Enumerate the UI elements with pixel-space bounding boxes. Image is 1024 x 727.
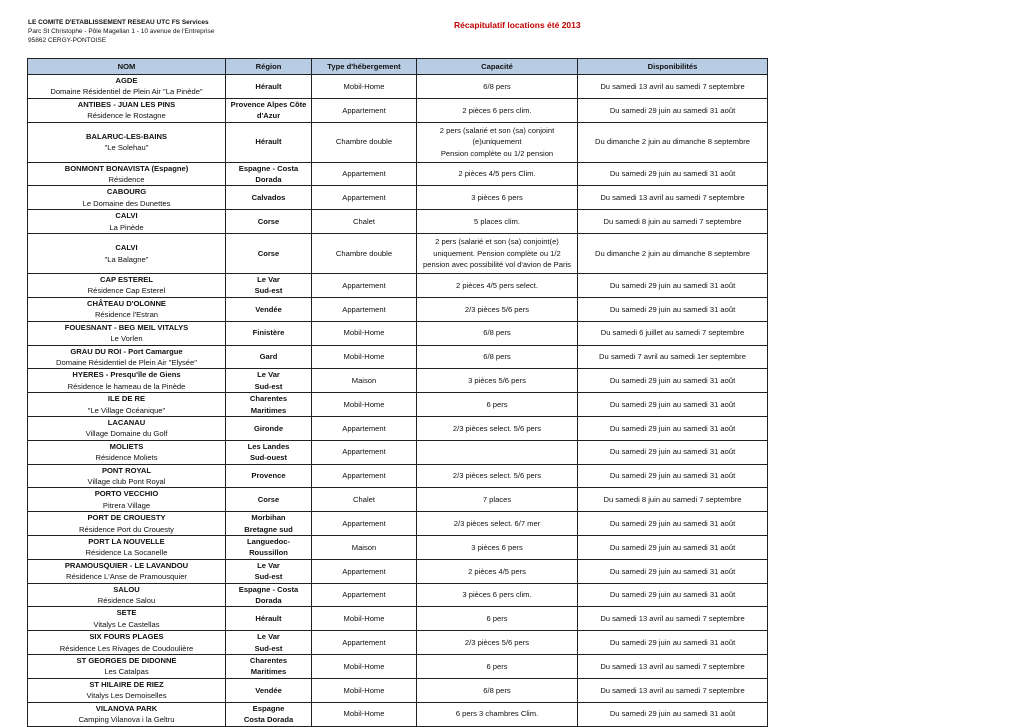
cell-name xyxy=(28,345,226,369)
cell-region xyxy=(226,122,312,162)
property-subtitle: "Le Village Océanique" xyxy=(87,405,166,415)
region-line: Provence xyxy=(251,471,286,481)
property-name: PORT DE CROUESTY xyxy=(87,513,166,523)
cell-capacity xyxy=(417,607,578,631)
region-line: Provence Alpes Côte xyxy=(230,99,307,109)
property-name: PORTO VECCHIO xyxy=(94,489,159,499)
cell-availability: Du samedi 29 juin au samedi 31 août xyxy=(578,297,768,321)
cell-availability: Du samedi 13 avril au samedi 7 septembre xyxy=(578,186,768,210)
region-line: Espagne - Costa xyxy=(238,163,299,173)
cell-type: Mobil-Home xyxy=(312,321,417,345)
table-row xyxy=(28,583,768,607)
region-line: Sud-est xyxy=(254,381,283,391)
cell-name xyxy=(28,464,226,488)
cell-region xyxy=(226,607,312,631)
cell-type: Mobil-Home xyxy=(312,75,417,99)
cell-type: Mobil-Home xyxy=(312,393,417,417)
table-row xyxy=(28,369,768,393)
cell-region xyxy=(226,345,312,369)
region-line: Gironde xyxy=(253,423,284,433)
cell-capacity xyxy=(417,559,578,583)
capacity-line: 2/3 pièces select. 6/7 mer xyxy=(453,518,541,528)
cell-name xyxy=(28,369,226,393)
table-row xyxy=(28,274,768,298)
region-line: Sud-est xyxy=(254,572,283,582)
rentals-table xyxy=(27,58,768,727)
cell-name xyxy=(28,98,226,122)
region-line: Espagne - Costa xyxy=(238,584,299,594)
cell-type: Appartement xyxy=(312,162,417,186)
table-row xyxy=(28,186,768,210)
cell-type: Appartement xyxy=(312,274,417,298)
cell-type: Chalet xyxy=(312,488,417,512)
org-address-line1: Parc St Christophe - Pôle Magellan 1 - 10 avenue de l'Entreprise xyxy=(28,28,215,35)
capacity-line: 2 pers (salarié et son (sa) conjoint(e) xyxy=(435,237,559,247)
cell-availability: Du samedi 29 juin au samedi 31 août xyxy=(578,512,768,536)
cell-availability: Du samedi 8 juin au samedi 7 septembre xyxy=(578,488,768,512)
cell-name xyxy=(28,655,226,679)
cell-capacity xyxy=(417,274,578,298)
cell-name xyxy=(28,536,226,560)
property-subtitle: Village club Pont Royal xyxy=(87,476,166,486)
cell-capacity xyxy=(417,512,578,536)
property-subtitle: Résidence le Rostagne xyxy=(87,111,166,121)
region-line: Finistère xyxy=(252,328,285,338)
org-name: LE COMITE D'ETABLISSEMENT RESEAU UTC FS Services xyxy=(28,19,209,26)
property-subtitle: Résidence l'Estran xyxy=(94,310,159,320)
region-line: Corse xyxy=(257,216,280,226)
cell-region xyxy=(226,393,312,417)
capacity-line: 6 pers xyxy=(486,661,508,671)
capacity-line: (e)uniquement xyxy=(472,137,522,147)
region-line: Sud-est xyxy=(254,286,283,296)
column-header-capacity: Capacité xyxy=(417,59,578,75)
cell-capacity xyxy=(417,583,578,607)
column-header-nom: NOM xyxy=(28,59,226,75)
capacity-line: 2 pièces 4/5 pers select. xyxy=(456,280,538,290)
property-subtitle: Résidence La Socanelle xyxy=(85,548,168,558)
cell-availability: Du samedi 29 juin au samedi 31 août xyxy=(578,631,768,655)
table-row xyxy=(28,440,768,464)
cell-type: Mobil-Home xyxy=(312,655,417,679)
property-subtitle: Résidence L'Anse de Pramousquier xyxy=(66,572,187,582)
cell-availability: Du samedi 29 juin au samedi 31 août xyxy=(578,162,768,186)
property-subtitle: Résidence Les Rivages de Coudoulière xyxy=(59,643,194,653)
cell-capacity xyxy=(417,464,578,488)
table-row xyxy=(28,607,768,631)
cell-capacity xyxy=(417,162,578,186)
table-row xyxy=(28,631,768,655)
cell-region xyxy=(226,631,312,655)
capacity-line: 2/3 pièces select. 5/6 pers xyxy=(452,471,542,481)
property-name: HYERES - Presqu'île de Giens xyxy=(72,370,181,380)
capacity-line: 6 pers xyxy=(486,399,508,409)
cell-name xyxy=(28,274,226,298)
region-line: Hérault xyxy=(255,614,282,624)
cell-availability: Du samedi 13 avril au samedi 7 septembre xyxy=(578,75,768,99)
capacity-line: 6 pers 3 chambres Clim. xyxy=(455,709,539,719)
property-name: SALOU xyxy=(113,584,140,594)
cell-type: Chambre double xyxy=(312,234,417,274)
property-subtitle: Domaine Résidentiel de Plein Air "Elysée" xyxy=(56,357,197,367)
property-subtitle: "Le Solehau" xyxy=(104,143,149,153)
cell-name xyxy=(28,321,226,345)
capacity-line: 3 pièces 6 pers clim. xyxy=(462,590,532,600)
region-line: Sud-est xyxy=(254,643,283,653)
cell-capacity xyxy=(417,75,578,99)
property-subtitle: Résidence le hameau de la Pinède xyxy=(67,381,186,391)
property-name: SETE xyxy=(116,608,137,618)
cell-type: Mobil-Home xyxy=(312,678,417,702)
property-subtitle: Résidence xyxy=(108,175,145,185)
cell-capacity xyxy=(417,536,578,560)
org-address-line2: 95862 CERGY-PONTOISE xyxy=(28,37,107,44)
cell-type: Mobil-Home xyxy=(312,702,417,726)
property-subtitle: "La Balagne" xyxy=(104,254,149,264)
page-title: Récapitulatif locations été 2013 xyxy=(454,20,581,30)
capacity-line: 6/8 pers xyxy=(483,328,511,338)
cell-capacity xyxy=(417,234,578,274)
cell-region xyxy=(226,702,312,726)
cell-region xyxy=(226,488,312,512)
cell-availability: Du samedi 29 juin au samedi 31 août xyxy=(578,536,768,560)
capacity-line: 6/8 pers xyxy=(483,685,511,695)
cell-availability: Du samedi 29 juin au samedi 31 août xyxy=(578,369,768,393)
property-name: FOUESNANT - BEG MEIL VITALYS xyxy=(64,322,189,332)
cell-availability: Du dimanche 2 juin au dimanche 8 septembre xyxy=(578,122,768,162)
cell-availability: Du samedi 13 avril au samedi 7 septembre xyxy=(578,607,768,631)
cell-type: Chambre double xyxy=(312,122,417,162)
region-line: Corse xyxy=(257,495,280,505)
property-subtitle: Résidence Cap Esterel xyxy=(87,286,166,296)
cell-capacity xyxy=(417,702,578,726)
table-row xyxy=(28,416,768,440)
table-row xyxy=(28,122,768,162)
cell-capacity xyxy=(417,122,578,162)
region-line: Bretagne sud xyxy=(244,524,293,534)
cell-type: Appartement xyxy=(312,631,417,655)
table-row xyxy=(28,98,768,122)
capacity-line: Pension complète ou 1/2 pension xyxy=(440,148,554,158)
table-row xyxy=(28,234,768,274)
property-subtitle: Pitrera Village xyxy=(102,500,151,510)
region-line: Gard xyxy=(259,352,278,362)
capacity-line: 6 pers xyxy=(486,614,508,624)
cell-availability: Du samedi 13 avril au samedi 7 septembre xyxy=(578,655,768,679)
cell-name xyxy=(28,488,226,512)
cell-availability: Du samedi 7 avril au samedi 1er septembre xyxy=(578,345,768,369)
table-header-row xyxy=(28,59,768,75)
capacity-line: 2/3 pièces 5/6 pers xyxy=(464,304,530,314)
cell-availability: Du samedi 29 juin au samedi 31 août xyxy=(578,440,768,464)
property-name: ST HILAIRE DE RIEZ xyxy=(89,679,164,689)
region-line: Costa Dorada xyxy=(243,715,294,725)
region-line: Dorada xyxy=(255,175,282,185)
cell-type: Maison xyxy=(312,536,417,560)
table-row xyxy=(28,536,768,560)
property-name: MOLIETS xyxy=(109,441,144,451)
table-row xyxy=(28,655,768,679)
cell-region xyxy=(226,162,312,186)
capacity-line: 3 pièces 6 pers xyxy=(471,193,523,203)
cell-name xyxy=(28,186,226,210)
region-line: Vendée xyxy=(255,685,282,695)
property-name: BONMONT BONAVISTA (Espagne) xyxy=(64,163,189,173)
region-line: Charentes xyxy=(249,656,288,666)
region-line: d'Azur xyxy=(256,111,281,121)
cell-capacity xyxy=(417,186,578,210)
region-line: Corse xyxy=(257,248,280,258)
cell-capacity xyxy=(417,210,578,234)
region-line: Dorada xyxy=(255,596,282,606)
cell-region xyxy=(226,440,312,464)
cell-region xyxy=(226,75,312,99)
capacity-line: pension avec possibilité vol d'avion de Paris xyxy=(423,260,571,270)
capacity-line: 3 pièces 6 pers xyxy=(471,542,523,552)
capacity-line: 2/3 pièces select. 5/6 pers xyxy=(452,423,542,433)
property-name: GRAU DU ROI - Port Camargue xyxy=(70,346,183,356)
cell-name xyxy=(28,210,226,234)
cell-name xyxy=(28,559,226,583)
cell-region xyxy=(226,583,312,607)
property-name: CHÂTEAU D'OLONNE xyxy=(86,298,166,308)
cell-region xyxy=(226,512,312,536)
property-name: CAP ESTEREL xyxy=(99,275,154,285)
capacity-line: 3 pièces 5/6 pers xyxy=(468,376,526,386)
capacity-line: 7 places xyxy=(482,495,512,505)
property-subtitle: Vitalys Le Castellas xyxy=(93,619,160,629)
cell-name xyxy=(28,440,226,464)
cell-region xyxy=(226,655,312,679)
capacity-line: 2 pers (salarié et son (sa) conjoint xyxy=(439,126,555,136)
region-line: Morbihan xyxy=(251,513,286,523)
column-header-region: Région xyxy=(226,59,312,75)
column-header-type: Type d'hébergement xyxy=(312,59,417,75)
table-row xyxy=(28,75,768,99)
property-name: LACANAU xyxy=(107,417,146,427)
capacity-line: 2 pièces 6 pers clim. xyxy=(462,105,532,115)
region-line: Hérault xyxy=(255,137,282,147)
cell-capacity xyxy=(417,655,578,679)
cell-type: Maison xyxy=(312,369,417,393)
cell-capacity xyxy=(417,345,578,369)
cell-type: Appartement xyxy=(312,416,417,440)
cell-name xyxy=(28,583,226,607)
cell-name xyxy=(28,75,226,99)
cell-availability: Du samedi 29 juin au samedi 31 août xyxy=(578,702,768,726)
cell-availability: Du dimanche 2 juin au dimanche 8 septembre xyxy=(578,234,768,274)
property-subtitle: Camping Vilanova i la Geltru xyxy=(78,715,175,725)
property-subtitle: Résidence Moliets xyxy=(95,453,158,463)
cell-type: Mobil-Home xyxy=(312,607,417,631)
cell-type: Appartement xyxy=(312,186,417,210)
cell-capacity xyxy=(417,321,578,345)
property-name: ST GEORGES DE DIDONNE xyxy=(76,656,177,666)
cell-type: Chalet xyxy=(312,210,417,234)
cell-name xyxy=(28,393,226,417)
cell-capacity xyxy=(417,631,578,655)
property-name: PRAMOUSQUIER - LE LAVANDOU xyxy=(64,560,189,570)
cell-availability: Du samedi 29 juin au samedi 31 août xyxy=(578,559,768,583)
cell-region xyxy=(226,536,312,560)
cell-name xyxy=(28,607,226,631)
property-name: CALVI xyxy=(115,211,138,221)
cell-region xyxy=(226,559,312,583)
cell-availability: Du samedi 8 juin au samedi 7 septembre xyxy=(578,210,768,234)
table-row xyxy=(28,297,768,321)
region-line: Les Landes xyxy=(247,441,290,451)
cell-availability: Du samedi 13 avril au samedi 7 septembre xyxy=(578,678,768,702)
cell-capacity xyxy=(417,416,578,440)
property-name: BALARUC-LES-BAINS xyxy=(86,131,167,141)
capacity-line: 6/8 pers xyxy=(483,352,511,362)
table-row xyxy=(28,162,768,186)
capacity-line: 2/3 pièces 5/6 pers xyxy=(464,637,530,647)
table-row xyxy=(28,678,768,702)
cell-name xyxy=(28,678,226,702)
table-row xyxy=(28,321,768,345)
cell-name xyxy=(28,416,226,440)
table-row xyxy=(28,702,768,726)
cell-capacity xyxy=(417,98,578,122)
property-subtitle: Le Domaine des Dunettes xyxy=(82,198,171,208)
table-row xyxy=(28,488,768,512)
property-name: PORT LA NOUVELLE xyxy=(88,537,165,546)
cell-region xyxy=(226,98,312,122)
cell-capacity xyxy=(417,488,578,512)
region-line: Le Var xyxy=(257,275,280,285)
cell-region xyxy=(226,210,312,234)
region-line: Vendée xyxy=(255,304,282,314)
cell-capacity xyxy=(417,369,578,393)
column-header-availability: Disponibilités xyxy=(578,59,768,75)
cell-capacity xyxy=(417,440,578,464)
property-name: VILANOVA PARK xyxy=(95,703,158,713)
property-name: CABOURG xyxy=(106,187,147,197)
cell-capacity xyxy=(417,678,578,702)
property-name: ANTIBES - JUAN LES PINS xyxy=(77,99,176,109)
region-line: Le Var xyxy=(257,560,280,570)
property-name: CALVI xyxy=(115,243,138,253)
capacity-line: 2 pièces 4/5 pers xyxy=(468,566,526,576)
table-row xyxy=(28,512,768,536)
capacity-line: 6/8 pers xyxy=(483,81,511,91)
cell-type: Appartement xyxy=(312,583,417,607)
property-subtitle: Résidence Port du Crouesty xyxy=(79,524,174,534)
region-line: Le Var xyxy=(257,370,280,380)
region-line: Maritimes xyxy=(250,667,287,677)
cell-capacity xyxy=(417,393,578,417)
organization-header xyxy=(28,18,214,45)
property-subtitle: Domaine Résidentiel de Plein Air "La Pinède" xyxy=(50,87,203,97)
cell-type: Appartement xyxy=(312,464,417,488)
table-row xyxy=(28,345,768,369)
cell-capacity xyxy=(417,297,578,321)
cell-name xyxy=(28,631,226,655)
property-subtitle: Résidence Salou xyxy=(97,596,156,606)
cell-name xyxy=(28,297,226,321)
property-name: ILE DE RE xyxy=(107,394,146,404)
cell-availability: Du samedi 29 juin au samedi 31 août xyxy=(578,464,768,488)
cell-region xyxy=(226,416,312,440)
cell-availability: Du samedi 29 juin au samedi 31 août xyxy=(578,98,768,122)
region-line: Languedoc-Roussillon xyxy=(246,537,291,558)
table-row xyxy=(28,210,768,234)
region-line: Hérault xyxy=(255,81,282,91)
cell-region xyxy=(226,464,312,488)
cell-region xyxy=(226,369,312,393)
cell-name xyxy=(28,162,226,186)
property-name: AGDE xyxy=(115,76,138,85)
cell-type: Appartement xyxy=(312,297,417,321)
cell-region xyxy=(226,186,312,210)
cell-availability: Du samedi 6 juillet au samedi 7 septembre xyxy=(578,321,768,345)
property-subtitle: Les Catalpas xyxy=(104,667,149,677)
table-row xyxy=(28,464,768,488)
property-subtitle: La Pinède xyxy=(109,222,144,232)
cell-region xyxy=(226,274,312,298)
region-line: Maritimes xyxy=(250,405,287,415)
cell-name xyxy=(28,234,226,274)
capacity-line: uniquement. Pension complète ou 1/2 xyxy=(433,248,561,258)
cell-availability: Du samedi 29 juin au samedi 31 août xyxy=(578,583,768,607)
cell-region xyxy=(226,234,312,274)
table-row xyxy=(28,393,768,417)
region-line: Charentes xyxy=(249,394,288,404)
property-subtitle: Vitalys Les Demoiselles xyxy=(86,691,167,701)
cell-type: Appartement xyxy=(312,559,417,583)
cell-availability: Du samedi 29 juin au samedi 31 août xyxy=(578,274,768,298)
region-line: Calvados xyxy=(251,193,286,203)
property-name: SIX FOURS PLAGES xyxy=(89,632,164,642)
cell-type: Appartement xyxy=(312,512,417,536)
cell-availability: Du samedi 29 juin au samedi 31 août xyxy=(578,393,768,417)
cell-region xyxy=(226,321,312,345)
cell-name xyxy=(28,122,226,162)
cell-type: Appartement xyxy=(312,440,417,464)
region-line: Espagne xyxy=(252,703,285,713)
region-line: Sud-ouest xyxy=(249,453,288,463)
cell-region xyxy=(226,678,312,702)
table-row xyxy=(28,559,768,583)
cell-name xyxy=(28,702,226,726)
capacity-line: 5 places clim. xyxy=(473,216,520,226)
cell-region xyxy=(226,297,312,321)
region-line: Le Var xyxy=(257,632,280,642)
property-name: PONT ROYAL xyxy=(101,465,152,475)
cell-type: Appartement xyxy=(312,98,417,122)
cell-name xyxy=(28,512,226,536)
cell-type: Mobil-Home xyxy=(312,345,417,369)
property-subtitle: Village Domaine du Golf xyxy=(85,429,168,439)
capacity-line: 2 pièces 4/5 pers Clim. xyxy=(458,169,536,179)
property-subtitle: Le Vorlen xyxy=(110,334,143,344)
cell-availability: Du samedi 29 juin au samedi 31 août xyxy=(578,416,768,440)
